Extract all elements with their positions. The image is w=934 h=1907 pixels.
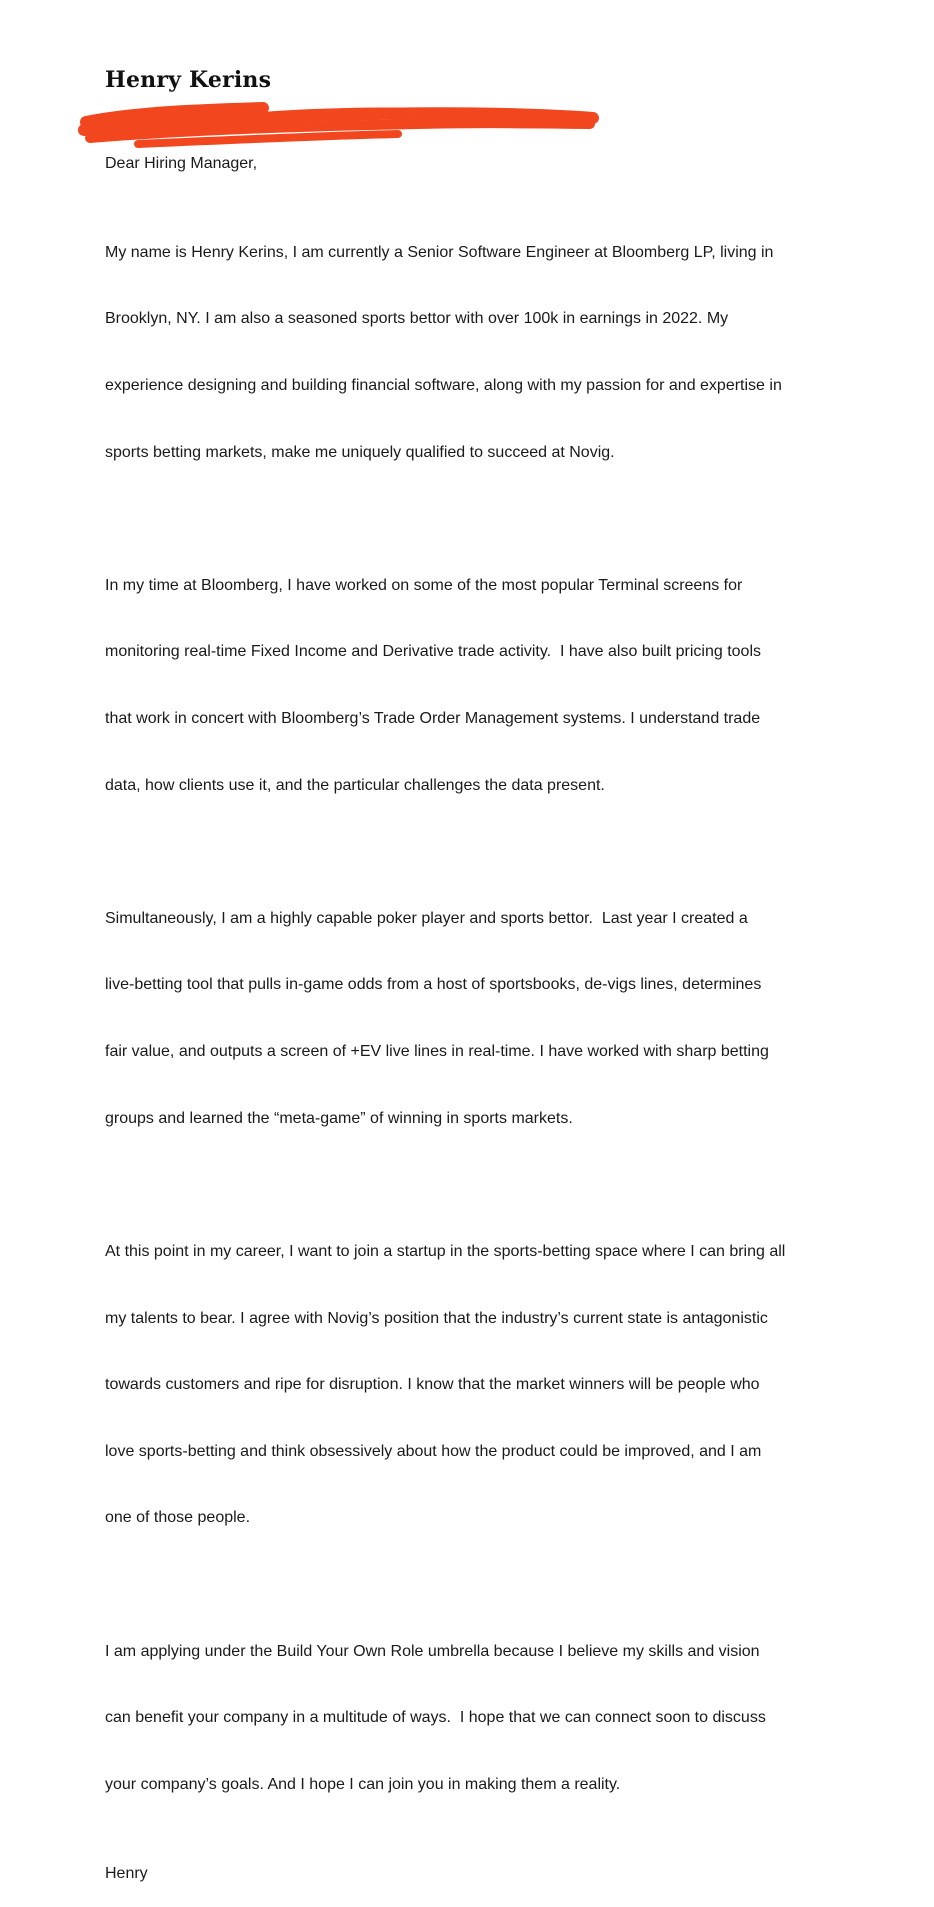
text-line: live-betting tool that pulls in-game odds from a host of sportsbooks, de-vigs lines, determines: [105, 976, 762, 994]
author-name-heading: Henry Kerins: [105, 67, 272, 93]
text-line: one of those people.: [105, 1509, 251, 1527]
paragraph-closing: [105, 1596, 840, 1840]
text-line: I am applying under the Build Your Own Role umbrella because I believe my skills and vision: [105, 1642, 760, 1660]
text-line: Simultaneously, I am a highly capable poker player and sports bettor. Last year I created a: [105, 909, 748, 927]
salutation: Dear Hiring Manager,: [105, 155, 258, 172]
text-line: My name is Henry Kerins, I am currently a Senior Software Engineer at Bloomberg LP, living in: [105, 243, 774, 261]
text-line: can benefit your company in a multitude of ways. I hope that we can connect soon to discuss: [105, 1709, 766, 1727]
text-line: fair value, and outputs a screen of +EV live lines in real-time. I have worked with sharp betting: [105, 1043, 769, 1061]
text-line: groups and learned the “meta-game” of winning in sports markets.: [105, 1109, 573, 1127]
paragraph-sports-betting: [105, 863, 840, 1174]
text-line: data, how clients use it, and the particular challenges the data present.: [105, 776, 605, 794]
redacted-contact-info: [78, 100, 608, 152]
redaction-scribble: [78, 100, 608, 152]
text-line: your company’s goals. And I hope I can join you in making them a reality.: [105, 1775, 621, 1793]
letter-body: [105, 153, 840, 1907]
text-line: love sports-betting and think obsessively about how the product could be improved, and I am: [105, 1442, 762, 1460]
signoff: Henry: [105, 1864, 148, 1882]
text-line: At this point in my career, I want to join a startup in the sports-betting space where I can bring all: [105, 1242, 786, 1260]
text-line: In my time at Bloomberg, I have worked on some of the most popular Terminal screens for: [105, 576, 743, 594]
text-line: monitoring real-time Fixed Income and Derivative trade activity. I have also built pricing tools: [105, 643, 761, 661]
text-line: sports betting markets, make me uniquely qualified to succeed at Novig.: [105, 443, 615, 461]
text-line: experience designing and building financial software, along with my passion for and expertise in: [105, 377, 782, 395]
text-line: my talents to bear. I agree with Novig’s position that the industry’s current state is antagonistic: [105, 1309, 768, 1327]
paragraph-motivation: [105, 1196, 840, 1573]
text-line: Brooklyn, NY. I am also a seasoned sports bettor with over 100k in earnings in 2022. My: [105, 310, 729, 328]
paragraph-introduction: [105, 197, 840, 508]
text-line: that work in concert with Bloomberg’s Trade Order Management systems. I understand trade: [105, 710, 761, 728]
paragraph-bloomberg: [105, 530, 840, 841]
text-line: towards customers and ripe for disruption. I know that the market winners will be people who: [105, 1376, 760, 1394]
